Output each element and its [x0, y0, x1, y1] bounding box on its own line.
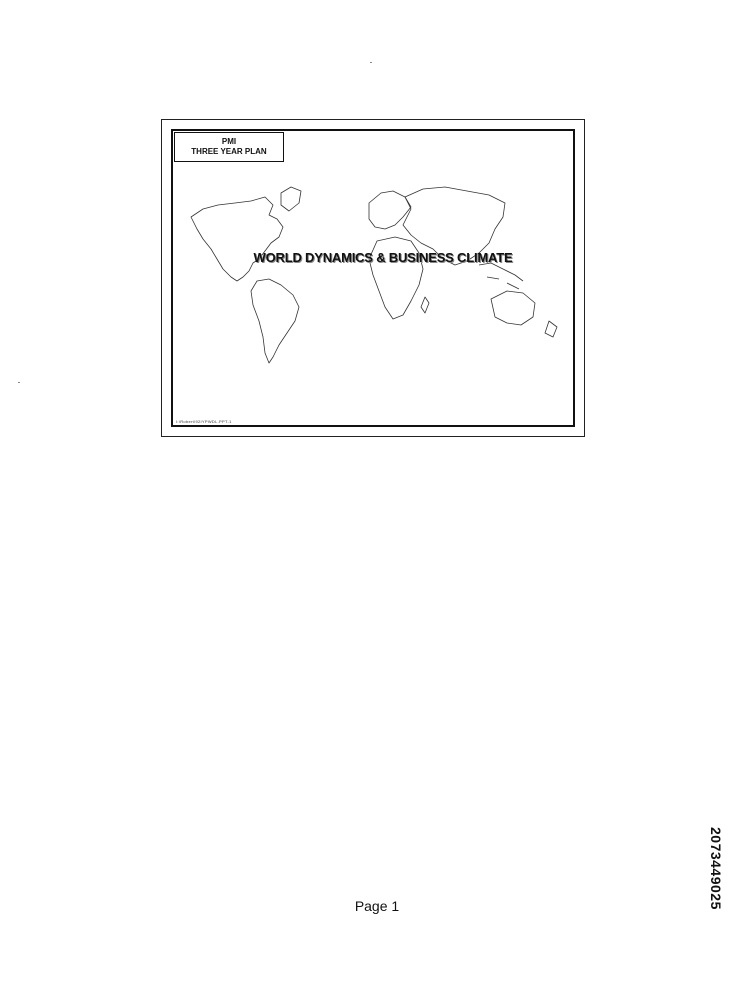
north-america-outline: [191, 197, 283, 281]
islands-outline: [479, 263, 523, 289]
greenland-outline: [281, 187, 301, 211]
plan-line-2: THREE YEAR PLAN: [191, 147, 267, 156]
madagascar-outline: [421, 297, 429, 313]
australia-outline: [491, 291, 535, 325]
bates-number: 2073449025: [708, 827, 724, 910]
page-number: Page 1: [354, 898, 400, 914]
scan-speck: [18, 382, 20, 383]
plan-label-box: [174, 132, 284, 162]
new-zealand-outline: [545, 321, 557, 337]
south-america-outline: [251, 279, 299, 363]
slide-frame: [161, 119, 585, 437]
europe-outline: [369, 191, 411, 229]
world-map-outline: [173, 131, 573, 425]
slide-title: WORLD DYNAMICS & BUSINESS CLIMATE: [253, 250, 513, 265]
plan-line-1: PMI: [221, 137, 237, 146]
slide-content-border: [171, 129, 575, 427]
slide-footer-code: I:\Robert\92IYPWDL.PPT-1: [176, 419, 232, 424]
scan-speck: [370, 62, 372, 63]
